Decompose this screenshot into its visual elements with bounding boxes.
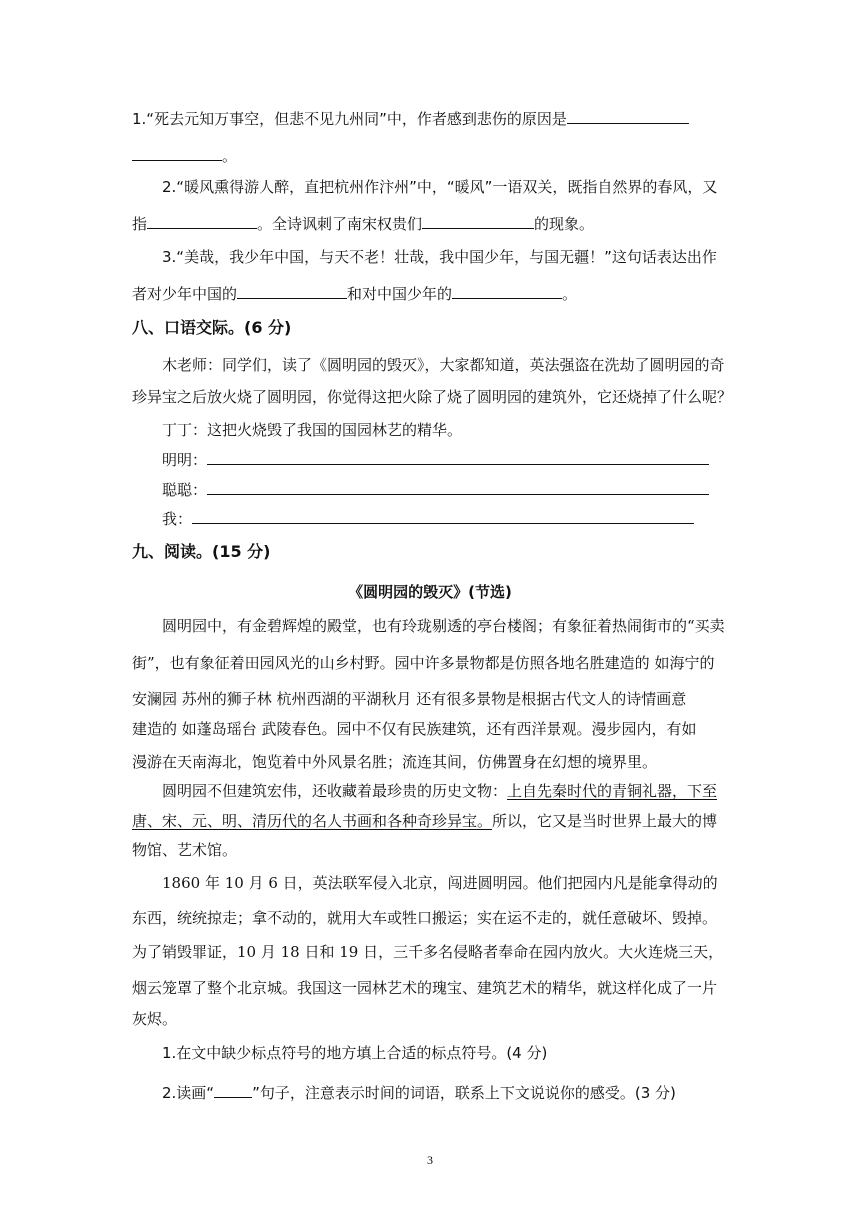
s8-conghui: 聪聪： bbox=[162, 479, 762, 500]
underlined-sentence: 上自先秦时代的青铜礼器，下至 bbox=[507, 782, 718, 800]
q7-2-line1: 2.“暖风熏得游人醉，直把杭州作汴州”中，“暖风”一语双关，既指自然界的春风，又 bbox=[162, 178, 718, 196]
s8-mingming: 明明： bbox=[162, 449, 762, 470]
s9-question-1: 1.在文中缺少标点符号的地方填上合适的标点符号。(4 分) bbox=[162, 1044, 548, 1062]
s8-teacher-line2: 珍异宝之后放火烧了圆明园，你觉得这把火除了烧了圆明园的建筑外，它还烧掉了什么呢？ bbox=[132, 388, 733, 406]
q7-1-line2: 。 bbox=[132, 145, 732, 166]
passage-p1-line: 圆明园中，有金碧辉煌的殿堂，也有玲珑剔透的亭台楼阁；有象征着热闹街市的“买卖 bbox=[162, 617, 725, 635]
answer-blank[interactable] bbox=[147, 213, 257, 229]
answer-line[interactable] bbox=[207, 449, 709, 465]
answer-line[interactable] bbox=[207, 479, 709, 495]
passage-p1-line: 安澜园 苏州的狮子林 杭州西湖的平湖秋月 还有很多景物是根据古代文人的诗情画意 bbox=[132, 690, 687, 708]
s8-dingding: 丁丁：这把火烧毁了我国的国园林艺的精华。 bbox=[162, 421, 463, 439]
section-8-heading: 八、口语交际。(6 分) bbox=[132, 318, 292, 337]
answer-blank[interactable] bbox=[452, 283, 562, 299]
passage-p3-line: 1860 年 10 月 6 日，英法联军侵入北京，闯进圆明园。他们把园内凡是能拿得动的 bbox=[162, 874, 718, 892]
q7-3-line2: 者对少年中国的 和对中国少年的 。 bbox=[132, 285, 578, 303]
q7-2-line2: 指 。全诗讽刺了南宋权贵们 的现象。 bbox=[132, 215, 595, 233]
passage-p2-line1: 圆明园不但建筑宏伟，还收藏着最珍贵的历史文物：上自先秦时代的青铜礼器，下至 bbox=[162, 782, 718, 800]
passage-p1-line: 建造的 如蓬岛瑶台 武陵春色。园中不仅有民族建筑，还有西洋景观。漫步园内，有如 bbox=[132, 720, 697, 738]
answer-blank[interactable] bbox=[237, 283, 347, 299]
passage-p3-line: 灰烬。 bbox=[132, 1010, 178, 1028]
passage-p1-line: 街”，也有象征着田园风光的山乡村野。园中许多景物都是仿照各地名胜建造的 如海宁的 bbox=[132, 654, 715, 672]
answer-blank[interactable] bbox=[214, 1082, 252, 1098]
answer-line[interactable] bbox=[192, 508, 694, 524]
section-9-heading: 九、阅读。(15 分) bbox=[132, 542, 271, 561]
passage-p1-line: 漫游在天南海北，饱览着中外风景名胜；流连其间，仿佛置身在幻想的境界里。 bbox=[132, 753, 658, 771]
s9-question-2: 2.读画“ ”句子，注意表示时间的词语，联系上下文说说你的感受。(3 分) bbox=[162, 1084, 676, 1102]
answer-blank[interactable] bbox=[132, 145, 222, 161]
passage-p3-line: 东西，统统掠走；拿不动的，就用大车或牲口搬运；实在运不走的，就任意破坏、毁掉。 bbox=[132, 909, 718, 927]
q7-3-line1: 3.“美哉，我少年中国，与天不老！壮哉，我中国少年，与国无疆！”这句话表达出作 bbox=[162, 248, 717, 266]
answer-blank[interactable] bbox=[567, 108, 689, 124]
passage-p3-line: 烟云笼罩了整个北京城。我国这一园林艺术的瑰宝、建筑艺术的精华，就这样化成了一片 bbox=[132, 979, 718, 997]
page-number: 3 bbox=[427, 1153, 433, 1167]
passage-p2-line2: 唐、宋、元、明、清历代的名人书画和各种奇珍异宝。所以，它又是当时世界上最大的博 bbox=[132, 812, 718, 830]
passage-title: 《圆明园的毁灭》(节选) bbox=[348, 583, 512, 601]
passage-p3-line: 为了销毁罪证，10 月 18 日和 19 日，三千多名侵略者奉命在园内放火。大火连烧三天， bbox=[132, 943, 724, 961]
answer-blank[interactable] bbox=[422, 213, 534, 229]
s8-teacher-line1: 木老师：同学们，读了《圆明园的毁灭》，大家都知道，英法强盗在洗劫了圆明园的奇 bbox=[162, 356, 725, 374]
passage-p2-line3: 物馆、艺术馆。 bbox=[132, 841, 238, 859]
underlined-sentence: 唐、宋、元、明、清历代的名人书画和各种奇珍异宝。 bbox=[132, 812, 493, 830]
s8-me: 我： bbox=[162, 508, 762, 529]
q7-1-line1: 1.“死去元知万事空，但悲不见九州同”中，作者感到悲伤的原因是 bbox=[132, 108, 732, 129]
